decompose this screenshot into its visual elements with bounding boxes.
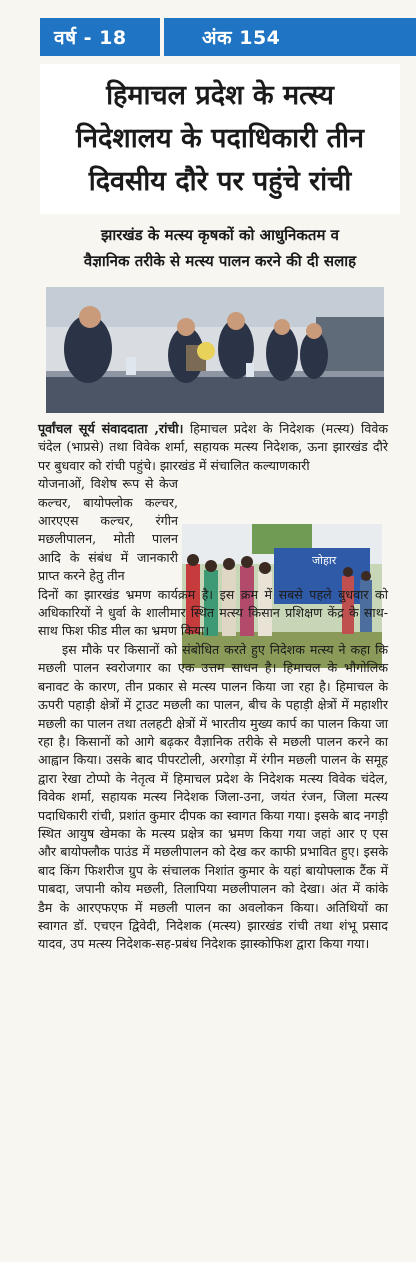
year-label: वर्ष - 18 bbox=[54, 27, 127, 49]
masthead-divider bbox=[160, 18, 164, 56]
inset-banner-text: जोहार bbox=[312, 554, 337, 567]
headline-line: निदेशालय के पदाधिकारी तीन bbox=[76, 123, 364, 154]
article-wrap-text: योजनाओं, विशेष रूप से केज कल्चर, बायोफ्लोक कल्चर, आरएएस कल्चर, रंगीन मछलीपालन, मोती पालन आदि के संबंध में जानकारी प्राप्त करने हेतु तीन bbox=[38, 476, 178, 584]
article-lead-text: हिमाचल प्रदेश के निदेशक (मत्स्य) विवेक चंदेल (भाप्रसे) तथा विवेक शर्मा, सहायक मत्स्य निदेशक, ऊना झारखंड दौरे पर बुधवार को रांची पहुंचे। झारखंड में संचालित कल्याणकारी bbox=[38, 421, 388, 473]
masthead-bar bbox=[40, 18, 416, 56]
article-dateline: पूर्वांचल सूर्य संवाददाता ,रांची। bbox=[38, 421, 184, 436]
headline-line: हिमाचल प्रदेश के मत्स्य bbox=[106, 80, 334, 111]
article-body bbox=[38, 420, 388, 954]
subheadline-line: वैज्ञानिक तरीके से मत्स्य पालन करने की दी सलाह bbox=[83, 252, 357, 270]
event-photo-illustration bbox=[46, 287, 384, 413]
event-photo bbox=[46, 287, 384, 413]
headline-line: दिवसीय दौरे पर पहुंचे रांची bbox=[88, 166, 352, 197]
article-lead bbox=[38, 420, 388, 475]
article-paragraph: इस मौके पर किसानों को संबोधित करते हुए निदेशक मत्स्य ने कहा कि मछली पालन स्वरोजगार का एक उत्तम साधन है। हिमाचल के भौगोलिक बनावट के कारण, तीन प्रकार से मत्स्य पालन किया जा रहा है। हिमाचल के ऊपरी पहाड़ी क्षेत्रों में ट्राउट मछली का पालन, बीच के पहाड़ी क्षेत्रों में महाशीर मछली का पालन तथा तलहटी क्षेत्रों में भारतीय मुख्य कार्प का पालन किया जा रहा है। किसानों को आगे बढ़कर वैज्ञानिक तरीके से मछली पालन करने का आह्वान किया। उसके बाद पीपरटोली, अरगोड़ा में रंगीन मछली पालन के समूह द्वारा रेखा टोप्पो के नेतृत्व में हिमाचल प्रदेश के निदेशक मत्स्य विवेक चंदेल, विवेक शर्मा, सहायक मत्स्य निदेशक जिला-उना, जयंत रंजन, जिला मत्स्य पदाधिकारी रांची, प्रशांत कुमार दीपक का स्वागत किया गया। इसके बाद नगड़ी स्थित आयुष खेमका के मत्स्य प्रक्षेत्र का भ्रमण किया गया जहां आर ए एस और बायोफ्लौक पाउंड में मछलीपालन को देख कर काफी प्रभावित हुए। इसके बाद किंग फिशरीज ग्रुप के संचालक निशांत कुमार के यहां बायोफ्लाक टैंक में पाबदा, जपानी कोय मछली, तिलापिया मछलीपालन को देखा। अंत में कांके डैम के आरएफएफ में मछली पालन का अवलोकन किया। अतिथियों का स्वागत डॉ. एचएन द्विवेदी, निदेशक (मत्स्य) झारखंड रांची तथा शंभू प्रसाद यादव, उप मत्स्य निदेशक-सह-प्रबंध निदेशक झास्कोफिश द्वारा किया गया। bbox=[38, 641, 388, 952]
article-after-wrap: दिनों का झारखंड भ्रमण कार्यक्रम है। इस क्रम में सबसे पहले बुधवार को अधिकारियों ने धुर्वा के शालीमार स्थित मत्स्य किसान प्रशिक्षण केंद्र के साथ-साथ फिश फीड मील का भ्रमण किया। bbox=[38, 586, 388, 639]
subheadline bbox=[44, 222, 396, 274]
subheadline-line: झारखंड के मत्स्य कृषकों को आधुनिकतम व bbox=[101, 226, 339, 244]
headline bbox=[40, 74, 400, 203]
issue-label: अंक 154 bbox=[202, 27, 281, 49]
